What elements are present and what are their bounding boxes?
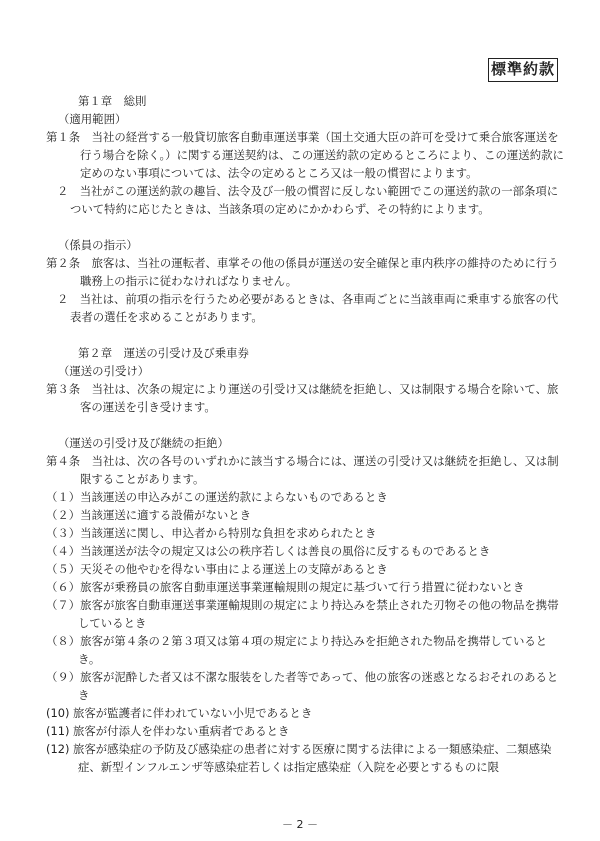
article-3-heading: （運送の引受け） xyxy=(58,364,150,378)
article-4-text: 第４条 当社は、次の各号のいずれかに該当する場合には、運送の引受け又は継続を拒絶し、又は制限することがあります。 xyxy=(46,454,559,486)
article-4-item-7: （７）旅客が旅客自動車運送事業運輸規則の規定により持込みを禁止された刃物その他の物品を携帯しているとき xyxy=(46,598,559,630)
article-2-heading: （係員の指示） xyxy=(58,238,138,252)
standard-terms-badge: 標準約款 xyxy=(488,58,558,82)
chapter-1-title: 第１章 総則 xyxy=(78,94,147,108)
article-2-text: 第２条 旅客は、当社の運転者、車掌その他の係員が運送の安全確保と車内秩序の維持のために行う職務上の指示に従わなければなりません。 xyxy=(46,256,559,288)
page-number: － 2 － xyxy=(282,818,318,831)
chapter-2-title: 第２章 運送の引受け及び乗車券 xyxy=(78,346,249,360)
article-4-item-2: （２）当該運送に適する設備がないとき xyxy=(46,508,252,522)
document-body xyxy=(46,92,566,776)
article-1-heading: （適用範囲） xyxy=(58,112,127,126)
article-1-text: 第１条 当社の経営する一般貸切旅客自動車運送事業（国土交通大臣の許可を受けて乗合旅客運送を行う場合を除く。）に関する運送契約は、この運送約款の定めるところにより、この運送約款に定めのない事項については、法令の定めるところ又は一般の慣習によります。 xyxy=(46,130,564,180)
article-4-item-10: (10) 旅客が監護者に伴われていない小児であるとき xyxy=(46,706,313,720)
article-4-item-6: （６）旅客が乗務員の旅客自動車運送事業運輸規則の規定に基づいて行う措置に従わないとき xyxy=(46,580,525,594)
article-2-paragraph-2: ２ 当社は、前項の指示を行うため必要があるときは、各車両ごとに当該車両に乗車する旅客の代表者の選任を求めることがあります。 xyxy=(57,292,559,324)
article-4-item-9: （９）旅客が泥酔した者又は不潔な服装をした者等であって、他の旅客の迷惑となるおそれのあるとき xyxy=(46,670,559,702)
article-4-item-3: （３）当該運送に関し、申込者から特別な負担を求められたとき xyxy=(46,526,377,540)
article-4-heading: （運送の引受け及び継続の拒絶） xyxy=(58,436,229,450)
article-1-paragraph-2: ２ 当社がこの運送約款の趣旨、法令及び一般の慣習に反しない範囲でこの運送約款の一部条項について特約に応じたときは、当該条項の定めにかかわらず、その特約によります。 xyxy=(57,184,559,216)
article-4-item-12: (12) 旅客が感染症の予防及び感染症の患者に対する医療に関する法律による一類感染症、二類感染症、新型インフルエンザ等感染症若しくは指定感染症（入院を必要とするものに限 xyxy=(46,742,552,774)
article-4-item-4: （４）当該運送が法令の規定又は公の秩序若しくは善良の風俗に反するものであるとき xyxy=(46,544,491,558)
article-4-item-8: （８）旅客が第４条の２第３項又は第４項の規定により持込みを拒絶された物品を携帯しているとき。 xyxy=(46,634,548,666)
article-4-item-5: （５）天災その他やむを得ない事由による運送上の支障があるとき xyxy=(46,562,388,576)
article-4-item-1: （１）当該運送の申込みがこの運送約款によらないものであるとき xyxy=(46,490,388,504)
article-3-text: 第３条 当社は、次条の規定により運送の引受け又は継続を拒絶し、又は制限する場合を除いて、旅客の運送を引き受けます。 xyxy=(46,382,559,414)
article-4-item-11: (11) 旅客が付添人を伴わない重病者であるとき xyxy=(46,724,290,738)
